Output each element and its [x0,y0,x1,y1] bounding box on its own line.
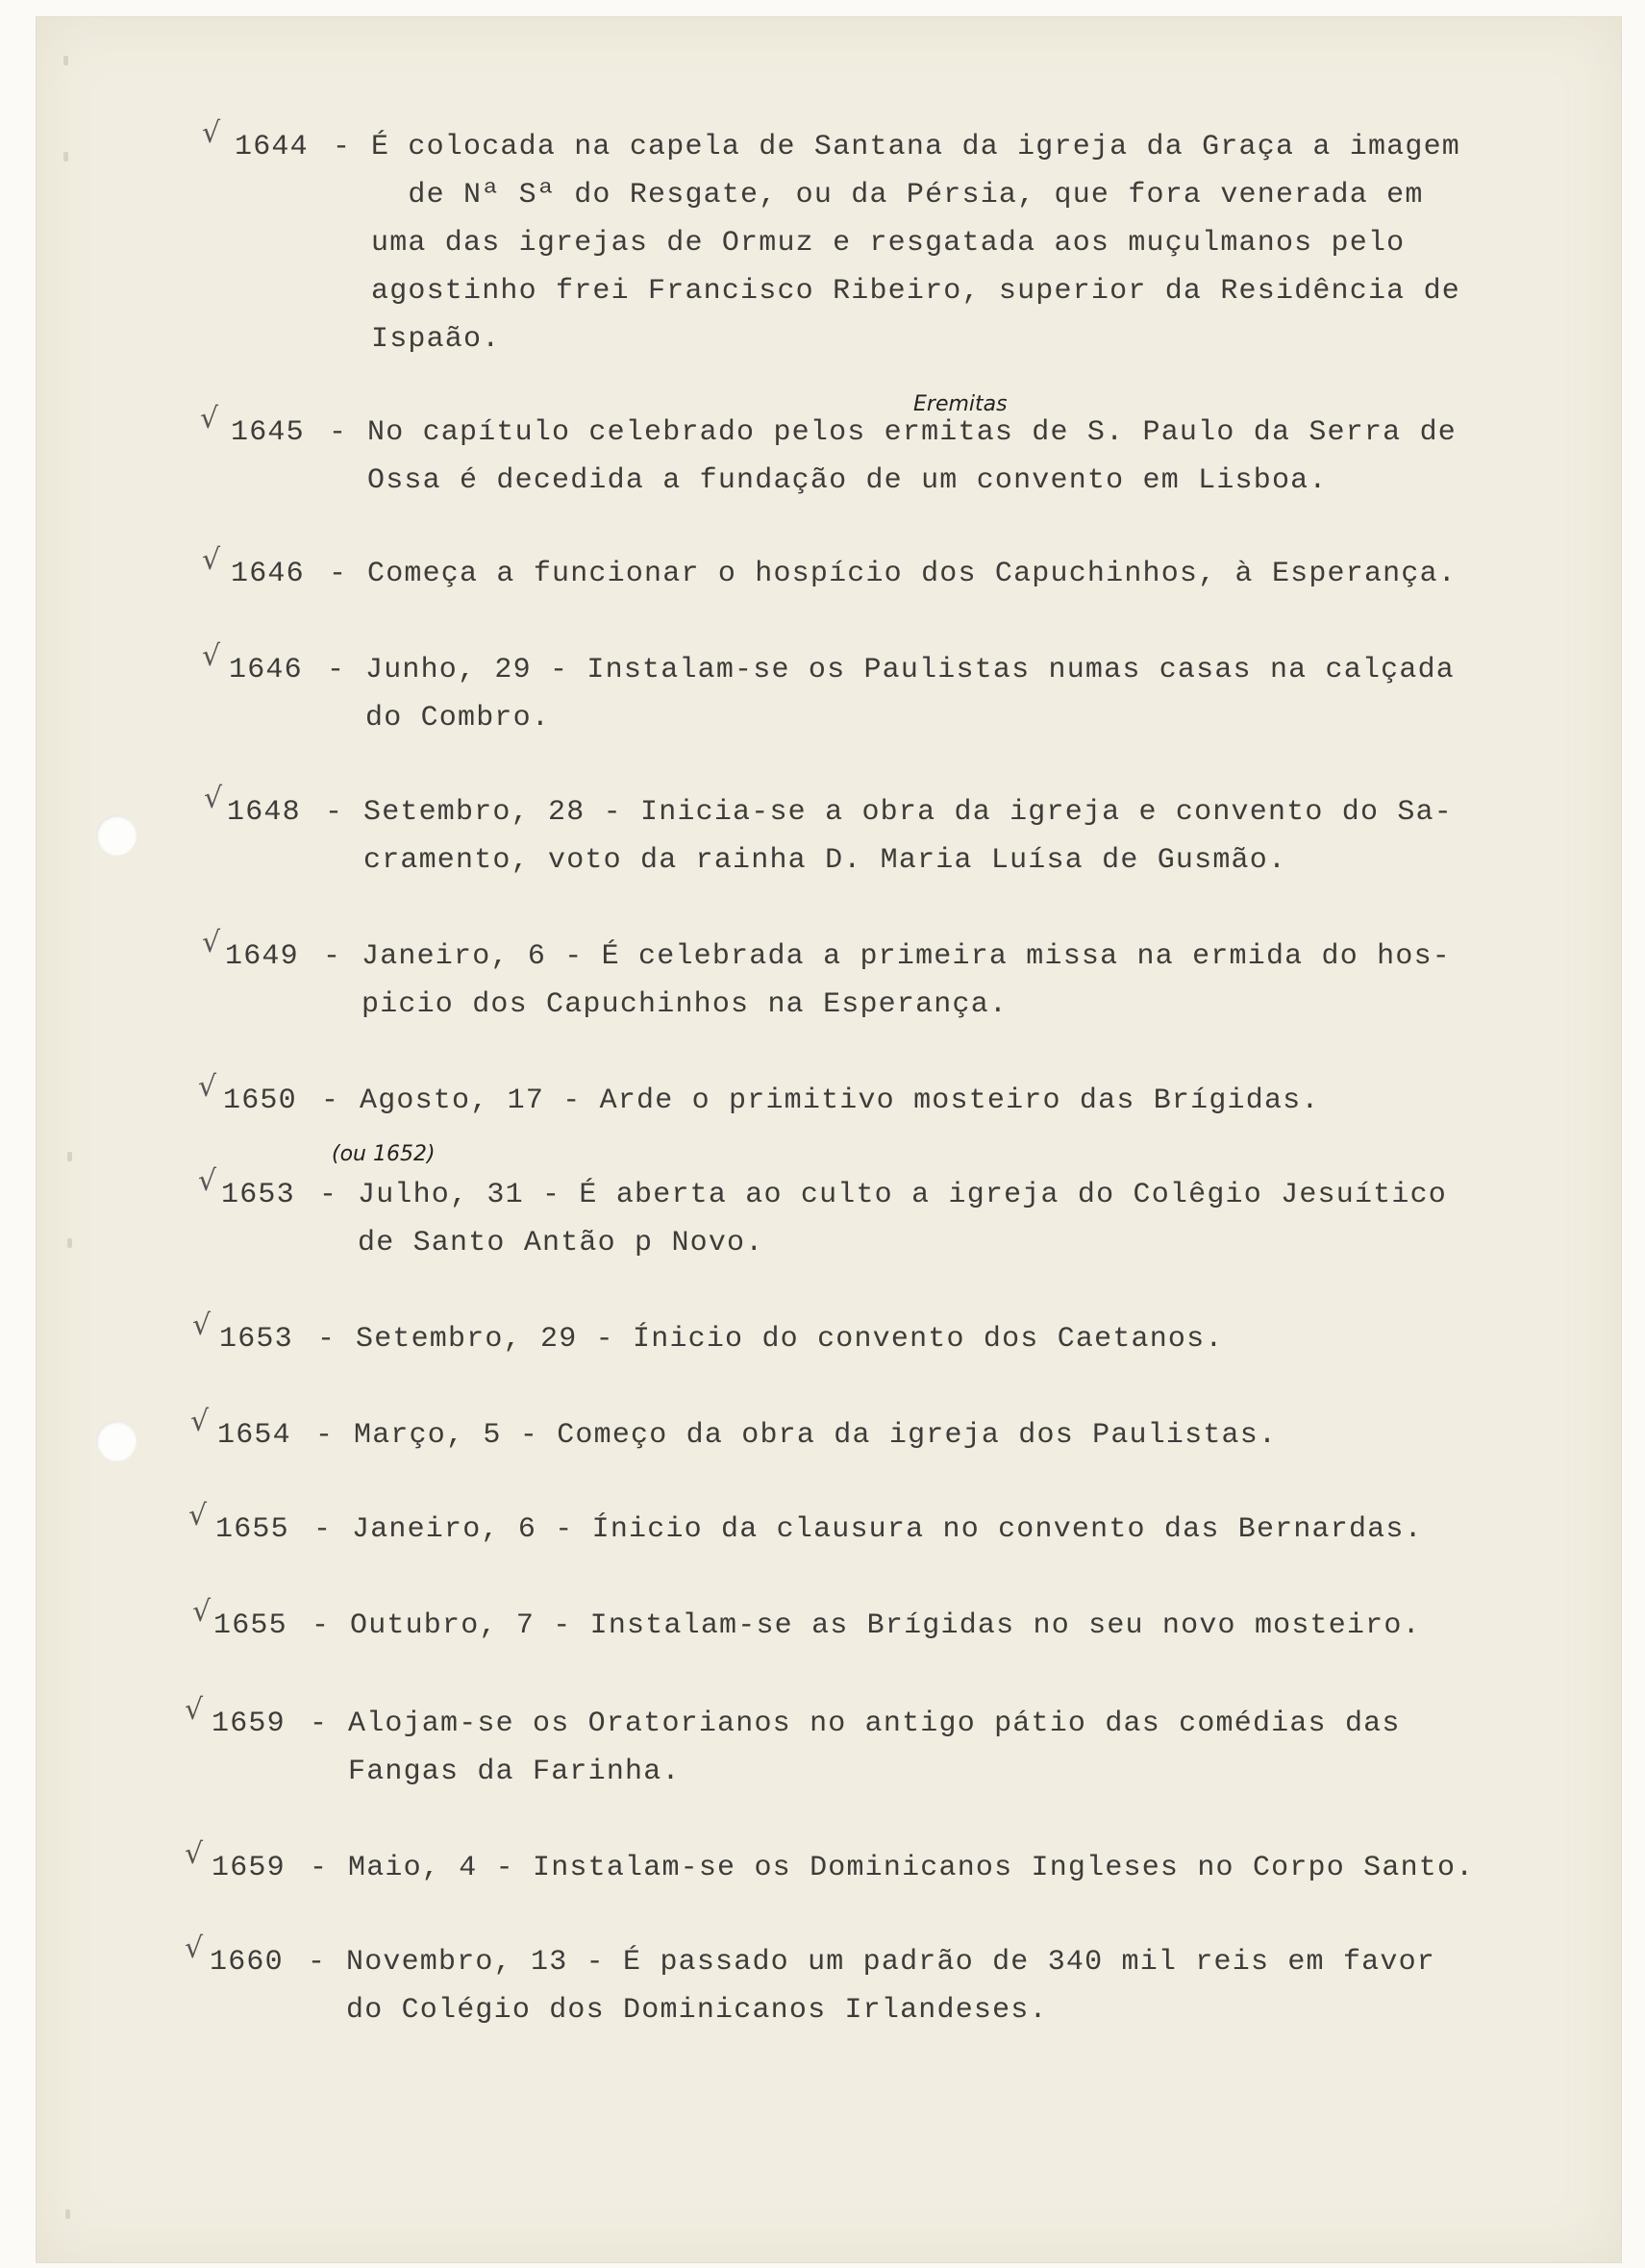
entry-date: 1648 [227,796,301,829]
entry-dash: - [323,940,342,973]
entry-date: 1646 [231,558,305,590]
entry-dash: - [317,1323,336,1356]
entry-date: 1660 [210,1946,284,1979]
entry-dash: - [308,1946,327,1979]
entry-date: 1659 [212,1852,286,1884]
entry-dash: - [325,796,344,829]
checkmark-icon: √ [198,1164,218,1198]
entry-dash: - [310,1707,329,1740]
entry-text: Janeiro, 6 - É celebrada a primeira missa na ermida do hos- picio dos Capuchinhos na Esperança. [361,940,1451,1021]
entry-dash: - [312,1609,331,1642]
entry-text: No capítulo celebrado pelos ermitas de S. Paulo da Serra de Ossa é decedida a fundação de um convento em Lisboa. [367,416,1457,497]
entry-text: Julho, 31 - É aberta ao culto a igreja do Colêgio Jesuítico de Santo Antão p Novo. [358,1179,1447,1259]
entry-date: 1646 [229,654,303,686]
entry-date: 1659 [212,1707,286,1740]
margin-mark [63,56,68,65]
entry-date: 1649 [225,940,299,973]
margin-mark [67,1152,72,1161]
entry-text: Setembro, 29 - Ínicio do convento dos Caetanos. [356,1323,1224,1356]
entry-dash: - [321,1084,340,1117]
entry-date: 1645 [231,416,305,449]
entry-date: 1655 [213,1609,287,1642]
checkmark-icon: √ [188,1499,209,1533]
checkmark-icon: √ [200,402,220,436]
entry-date: 1650 [223,1084,297,1117]
entry-dash: - [333,131,352,163]
checkmark-icon: √ [202,116,222,150]
entry-text: Alojam-se os Oratorianos no antigo pátio das comédias das Fangas da Farinha. [348,1707,1401,1788]
entry-text: Maio, 4 - Instalam-se os Dominicanos Ingleses no Corpo Santo. [348,1852,1475,1884]
handwritten-annotation-eremitas: Eremitas [913,392,1008,416]
entry-date: 1653 [219,1323,293,1356]
entry-date: 1655 [215,1513,289,1546]
margin-mark [63,152,68,162]
entry-dash: - [327,654,346,686]
entry-text: Agosto, 17 - Arde o primitivo mosteiro das Brígidas. [360,1084,1320,1117]
checkmark-icon: √ [192,1595,212,1629]
entry-text: Setembro, 28 - Inicia-se a obra da igreja e convento do Sa- cramento, voto da rainha D. Maria Luísa de Gusmão. [363,796,1453,877]
entry-text: Começa a funcionar o hospício dos Capuchinhos, à Esperança. [367,558,1457,590]
entry-text: Janeiro, 6 - Ínicio da clausura no convento das Bernardas. [352,1513,1423,1546]
checkmark-icon: √ [192,1308,212,1342]
entry-date: 1654 [217,1419,291,1452]
checkmark-icon: √ [185,1693,205,1727]
margin-mark [65,2209,70,2219]
entry-dash: - [319,1179,338,1211]
entry-text: Março, 5 - Começo da obra da igreja dos Paulistas. [354,1419,1278,1452]
handwritten-annotation-ou-1652: (ou 1652) [332,1142,436,1166]
entry-dash: - [315,1419,335,1452]
entry-dash: - [310,1852,329,1884]
checkmark-icon: √ [190,1405,211,1438]
entry-text: Outubro, 7 - Instalam-se as Brígidas no seu novo mosteiro. [350,1609,1421,1642]
entry-dash: - [329,558,348,590]
entry-text: Junho, 29 - Instalam-se os Paulistas numas casas na calçada do Combro. [365,654,1455,735]
punch-hole-top [96,815,137,856]
entry-date: 1644 [235,131,309,163]
checkmark-icon: √ [202,926,222,960]
checkmark-icon: √ [185,1837,205,1871]
punch-hole-bottom [96,1421,137,1461]
checkmark-icon: √ [204,782,224,815]
checkmark-icon: √ [202,543,222,577]
entry-dash: - [329,416,348,449]
entry-date: 1653 [221,1179,295,1211]
entry-dash: - [313,1513,333,1546]
entry-text: É colocada na capela de Santana da igreja da Graça a imagem de Nª Sª do Resgate, ou da Pérsia, que fora venerada em uma das igrejas de Ormuz e resgatada aos muçulmanos pelo agostinho frei Francisco Ribeiro, superior da Residência de Ispaão. [371,131,1460,356]
checkmark-icon: √ [198,1070,218,1104]
checkmark-icon: √ [202,639,222,673]
margin-mark [67,1238,72,1248]
checkmark-icon: √ [185,1932,205,1965]
entry-text: Novembro, 13 - É passado um padrão de 340 mil reis em favor do Colégio dos Dominicanos Irlandeses. [346,1946,1435,2027]
